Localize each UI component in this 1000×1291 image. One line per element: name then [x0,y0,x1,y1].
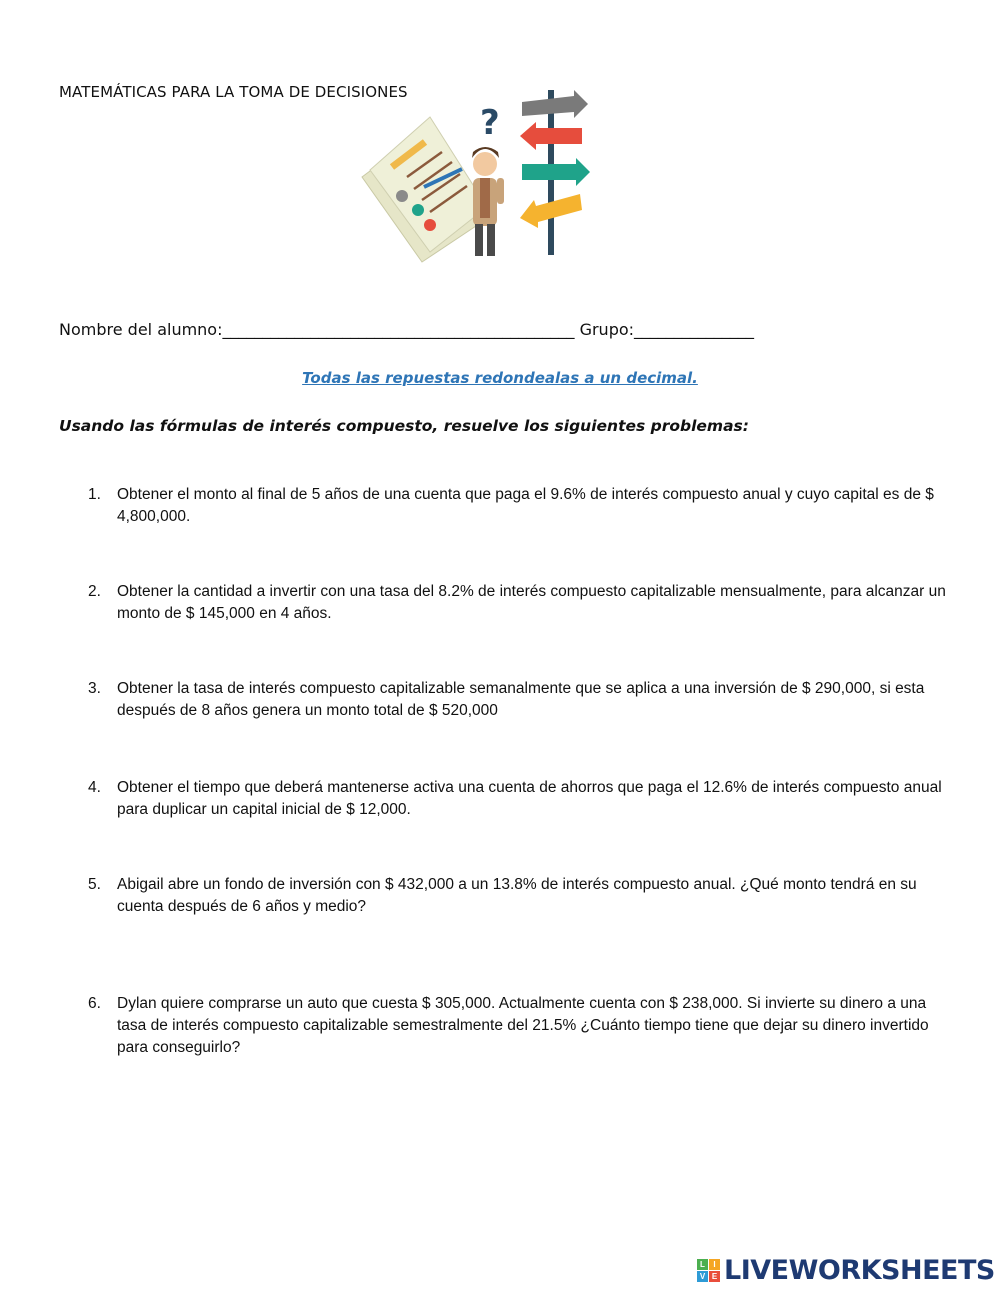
liveworksheets-logo[interactable] [697,1254,995,1286]
problem-number: 3. [88,680,101,697]
page-title: MATEMÁTICAS PARA LA TOMA DE DECISIONES [59,83,408,101]
problem-item [88,581,948,625]
problem-item [88,993,948,1059]
problem-text: Obtener la cantidad a invertir con una tasa del 8.2% de interés compuesto capitalizable mensualmente, para alcanzar un monto de $ 145,000 en 4 años. [117,583,946,622]
problem-text: Obtener el tiempo que deberá mantenerse activa una cuenta de ahorros que paga el 12.6% de interés compuesto anual para duplicar un capital inicial de $ 12,000. [117,779,942,818]
problem-item [88,874,948,918]
name-label: Nombre del alumno: [59,320,223,339]
problem-text: Abigail abre un fondo de inversión con $ 432,000 a un 13.8% de interés compuesto anual. ¿Qué monto tendrá en su cuenta después de 6 años y medio? [117,876,917,915]
signpost-icon [520,90,590,255]
problem-item [88,777,948,821]
logo-mark-icon: L I V E [697,1259,720,1282]
rounding-note: Todas las repuestas redondealas a un decimal. [302,369,698,387]
person-icon [472,147,504,256]
problem-text: Obtener la tasa de interés compuesto capitalizable semanalmente que se aplica a una inversión de $ 290,000, si esta después de 8 años genera un monto total de $ 520,000 [117,680,925,719]
problem-number: 1. [88,486,101,503]
problem-number: 5. [88,876,101,893]
student-info-line [59,320,754,339]
problem-text: Dylan quiere comprarse un auto que cuesta $ 305,000. Actualmente cuenta con $ 238,000. Si invierte su dinero a una tasa de interés compuesto capitalizable semestralmente del 21.5% ¿Cuánto tiempo tiene que dejar su dinero invertido para conseguirlo? [117,995,929,1056]
logo-text: LIVEWORKSHEETS [724,1254,995,1286]
decision-illustration [352,82,592,264]
problem-item [88,678,948,722]
problem-number: 4. [88,779,101,796]
problem-text: Obtener el monto al final de 5 años de una cuenta que paga el 9.6% de interés compuesto anual y cuyo capital es de $ 4,800,000. [117,486,934,525]
name-field[interactable]: ____________________________________________ [222,320,575,339]
problem-item [88,484,948,528]
question-mark-icon: ? [480,103,500,143]
problem-number: 2. [88,583,101,600]
group-field[interactable]: _______________ [634,320,755,339]
instructions: Usando las fórmulas de interés compuesto, resuelve los siguientes problemas: [59,417,749,435]
group-label: Grupo: [579,320,635,339]
problem-number: 6. [88,995,101,1012]
documents-icon [362,117,487,262]
